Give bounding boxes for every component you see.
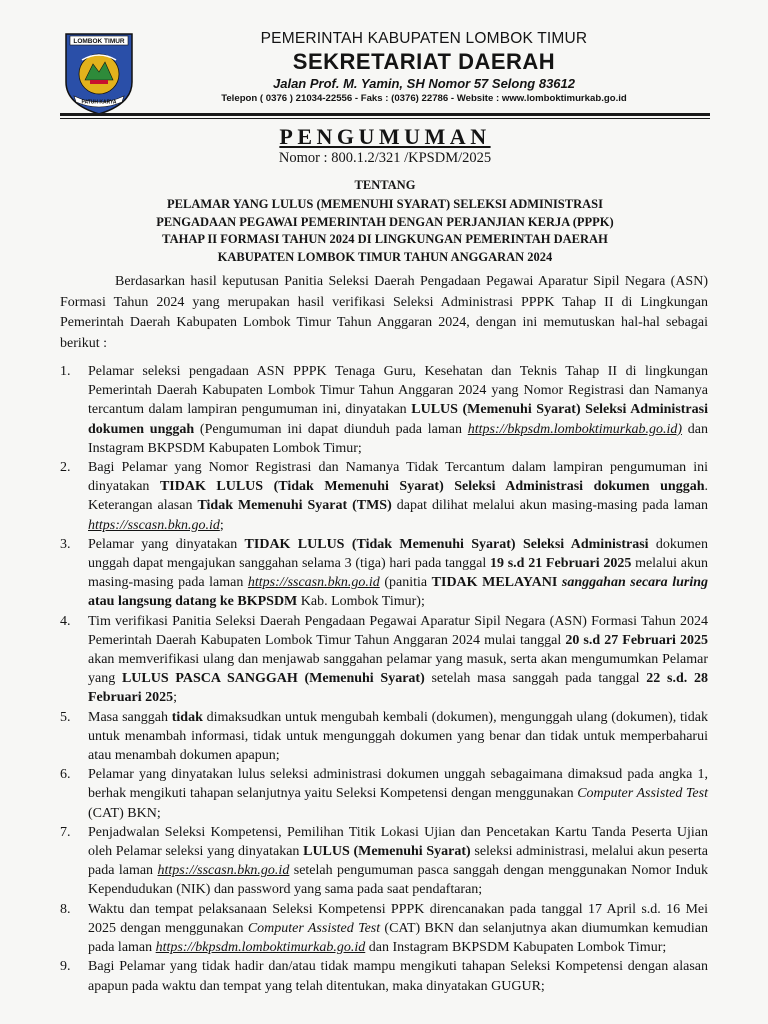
- item-text: Pelamar seleksi pengadaan ASN PPPK Tenaga Guru, Kesehatan dan Teknis Tahap II di lingkungan Pemerintah Daerah Kabupaten Lombok Timur Tahun Anggaran 2024 yang Nomor Registrasi dan Namanya tercantum dalam lampiran pengumuman ini, dinyatakan LULUS (Memenuhi Syarat) Seleksi Administrasi dokumen unggah (Pengumuman ini dapat diunduh pada laman https://bkpsdm.lomboktimurkab.go.id) dan Instagram BKPSDM Kabupaten Lombok Timur;: [88, 364, 708, 456]
- list-item: [60, 823, 708, 900]
- letterhead-secretariat: SEKRETARIAT DAERAH: [292, 49, 556, 74]
- item-number: 3.: [60, 536, 71, 552]
- intro-paragraph: Berdasarkan hasil keputusan Panitia Seleksi Daerah Pengadaan Pegawai Aparatur Sipil Negara (ASN) Formasi Tahun 2024 yang merupakan hasil verifikasi Seleksi Administrasi PPPK Tahap II di Lingkungan Pemerintah Daerah Kabupaten Lombok Timur Tahun Anggaran 2024, dengan ini memutuskan hal-hal sebagai berikut :: [60, 274, 708, 351]
- letterhead-rule-thick: [60, 113, 710, 116]
- sscasn-link[interactable]: https://sscasn.bkn.go.id: [247, 575, 380, 591]
- item-text: Bagi Pelamar yang Nomor Registrasi dan Namanya Tidak Tercantum dalam lampiran pengumuman ini dinyatakan TIDAK LULUS (Tidak Memenuhi Syarat) Seleksi Administrasi dokumen unggah. Keterangan alasan Tidak Memenuhi Syarat (TMS) dapat dilihat melalui akun masing-masing pada laman https://sscasn.bkn.go.id;: [88, 460, 708, 533]
- item-number: 1.: [60, 364, 71, 379]
- list-item: [60, 900, 708, 958]
- item-number: 9.: [60, 959, 71, 975]
- item-number: 2.: [60, 460, 71, 476]
- list-item: [60, 535, 708, 612]
- sscasn-link[interactable]: https://sscasn.bkn.go.id: [157, 863, 290, 879]
- subject-line: TAHAP II FORMASI TAHUN 2024 DI LINGKUNGAN PEMERINTAH DAERAH: [162, 232, 608, 246]
- subject-heading: TENTANG: [354, 178, 416, 192]
- list-item: [60, 612, 708, 708]
- item-text: Tim verifikasi Panitia Seleksi Daerah Pengadaan Pegawai Aparatur Sipil Negara (ASN) Formasi Tahun 2024 Pemerintah Daerah Kabupaten Lombok Timur Tahun Anggaran 2024 mulai tanggal 20 s.d 27 Februari 2025 akan memverifikasi ulang dan menjawab sanggahan pelamar yang masuk, serta akan mengumumkan Pelamar yang LULUS PASCA SANGGAH (Memenuhi Syarat) setelah masa sanggah pada tanggal 22 s.d. 28 Februari 2025;: [88, 613, 709, 706]
- item-text: Masa sanggah tidak dimaksudkan untuk mengubah kembali (dokumen), mengunggah ulang (dokumen), tidak untuk menambah informasi, tidak untuk mengunggah dokumen yang benar dan tidak untuk memperbaharui atau menambah dokumen apapun;: [88, 709, 708, 764]
- list-item: [60, 957, 708, 995]
- item-number: 4.: [60, 613, 71, 629]
- item-number: 6.: [60, 767, 71, 783]
- item-text: Pelamar yang dinyatakan lulus seleksi administrasi dokumen unggah sebagaimana dimaksud pada angka 1, berhak mengikuti tahapan selanjutnya yaitu Seleksi Kompetensi dengan menggunakan Computer Assisted Test (CAT) BKN;: [88, 767, 708, 821]
- bkpsdm-website-link[interactable]: https://bkpsdm.lomboktimurkab.go.id): [467, 421, 683, 437]
- subject-line: KABUPATEN LOMBOK TIMUR TAHUN ANGGARAN 2024: [217, 249, 553, 264]
- list-item: [60, 458, 708, 535]
- document-title: PENGUMUMAN: [279, 124, 491, 149]
- letterhead-rule-thin: [60, 118, 710, 119]
- bkpsdm-website-link[interactable]: https://bkpsdm.lomboktimurkab.go.id: [155, 940, 366, 956]
- list-item: [60, 765, 708, 823]
- item-number: 7.: [60, 824, 71, 840]
- letterhead-contact: Telepon ( 0376 ) 21034-22556 - Faks : (0376) 22786 - Website : www.lomboktimurkab.go.id: [221, 93, 627, 104]
- item-text: Waktu dan tempat pelaksanaan Seleksi Kompetensi PPPK direncanakan pada tanggal 17 April s.d. 16 Mei 2025 dengan menggunakan Computer Assisted Test (CAT) BKN dan selanjutnya akan diumumkan kemudian pada laman https://bkpsdm.lomboktimurkab.go.id dan Instagram BKPSDM Kabupaten Lombok Timur;: [88, 901, 708, 956]
- letterhead-government: PEMERINTAH KABUPATEN LOMBOK TIMUR: [260, 30, 588, 47]
- subject-line: PELAMAR YANG LULUS (MEMENUHI SYARAT) SELEKSI ADMINISTRASI: [167, 197, 603, 211]
- subject-line: PENGADAAN PEGAWAI PEMERINTAH DENGAN PERJANJIAN KERJA (PPPK): [156, 214, 614, 229]
- logo-text-bottom: PATUH KARYA: [81, 99, 117, 106]
- decision-list: [60, 362, 708, 996]
- subject-block: [60, 196, 710, 266]
- item-text: Bagi Pelamar yang tidak hadir dan/atau tidak mampu mengikuti tahapan Seleksi Kompetensi dengan alasan apapun pada waktu dan tempat yang telah ditentukan, maka dinyatakan GUGUR;: [88, 959, 708, 994]
- document-number: Nomor : 800.1.2/321 /KPSDM/2025: [278, 150, 492, 166]
- logo-text-top: LOMBOK TIMUR: [73, 38, 125, 46]
- letterhead-address: Jalan Prof. M. Yamin, SH Nomor 57 Selong 83612: [273, 76, 575, 91]
- sscasn-link[interactable]: https://sscasn.bkn.go.id: [88, 517, 220, 533]
- lombok-timur-emblem-logo: [60, 30, 138, 116]
- list-item: [60, 362, 708, 458]
- item-number: 8.: [60, 901, 71, 917]
- item-text: Pelamar yang dinyatakan TIDAK LULUS (Tidak Memenuhi Syarat) Seleksi Administrasi dokumen unggah dapat mengajukan sanggahan selama 3 (tiga) hari pada tanggal 19 s.d 21 Februari 2025 melalui akun masing-masing pada laman https://sscasn.bkn.go.id (panitia TIDAK MELAYANI sanggahan secara luring atau langsung datang ke BKPSDM Kab. Lombok Timur);: [88, 536, 708, 610]
- item-number: 5.: [60, 709, 71, 725]
- list-item: [60, 708, 708, 766]
- item-text: Penjadwalan Seleksi Kompetensi, Pemilihan Titik Lokasi Ujian dan Pencetakan Kartu Tanda Peserta Ujian oleh Pelamar seleksi yang dinyatakan LULUS (Memenuhi Syarat) seleksi administrasi, melalui akun peserta pada laman https://sscasn.bkn.go.id setelah pengumuman pasca sanggah dengan menggunakan Nomor Induk Kependudukan (NIK) dan password yang sama pada saat pendaftaran;: [88, 824, 709, 898]
